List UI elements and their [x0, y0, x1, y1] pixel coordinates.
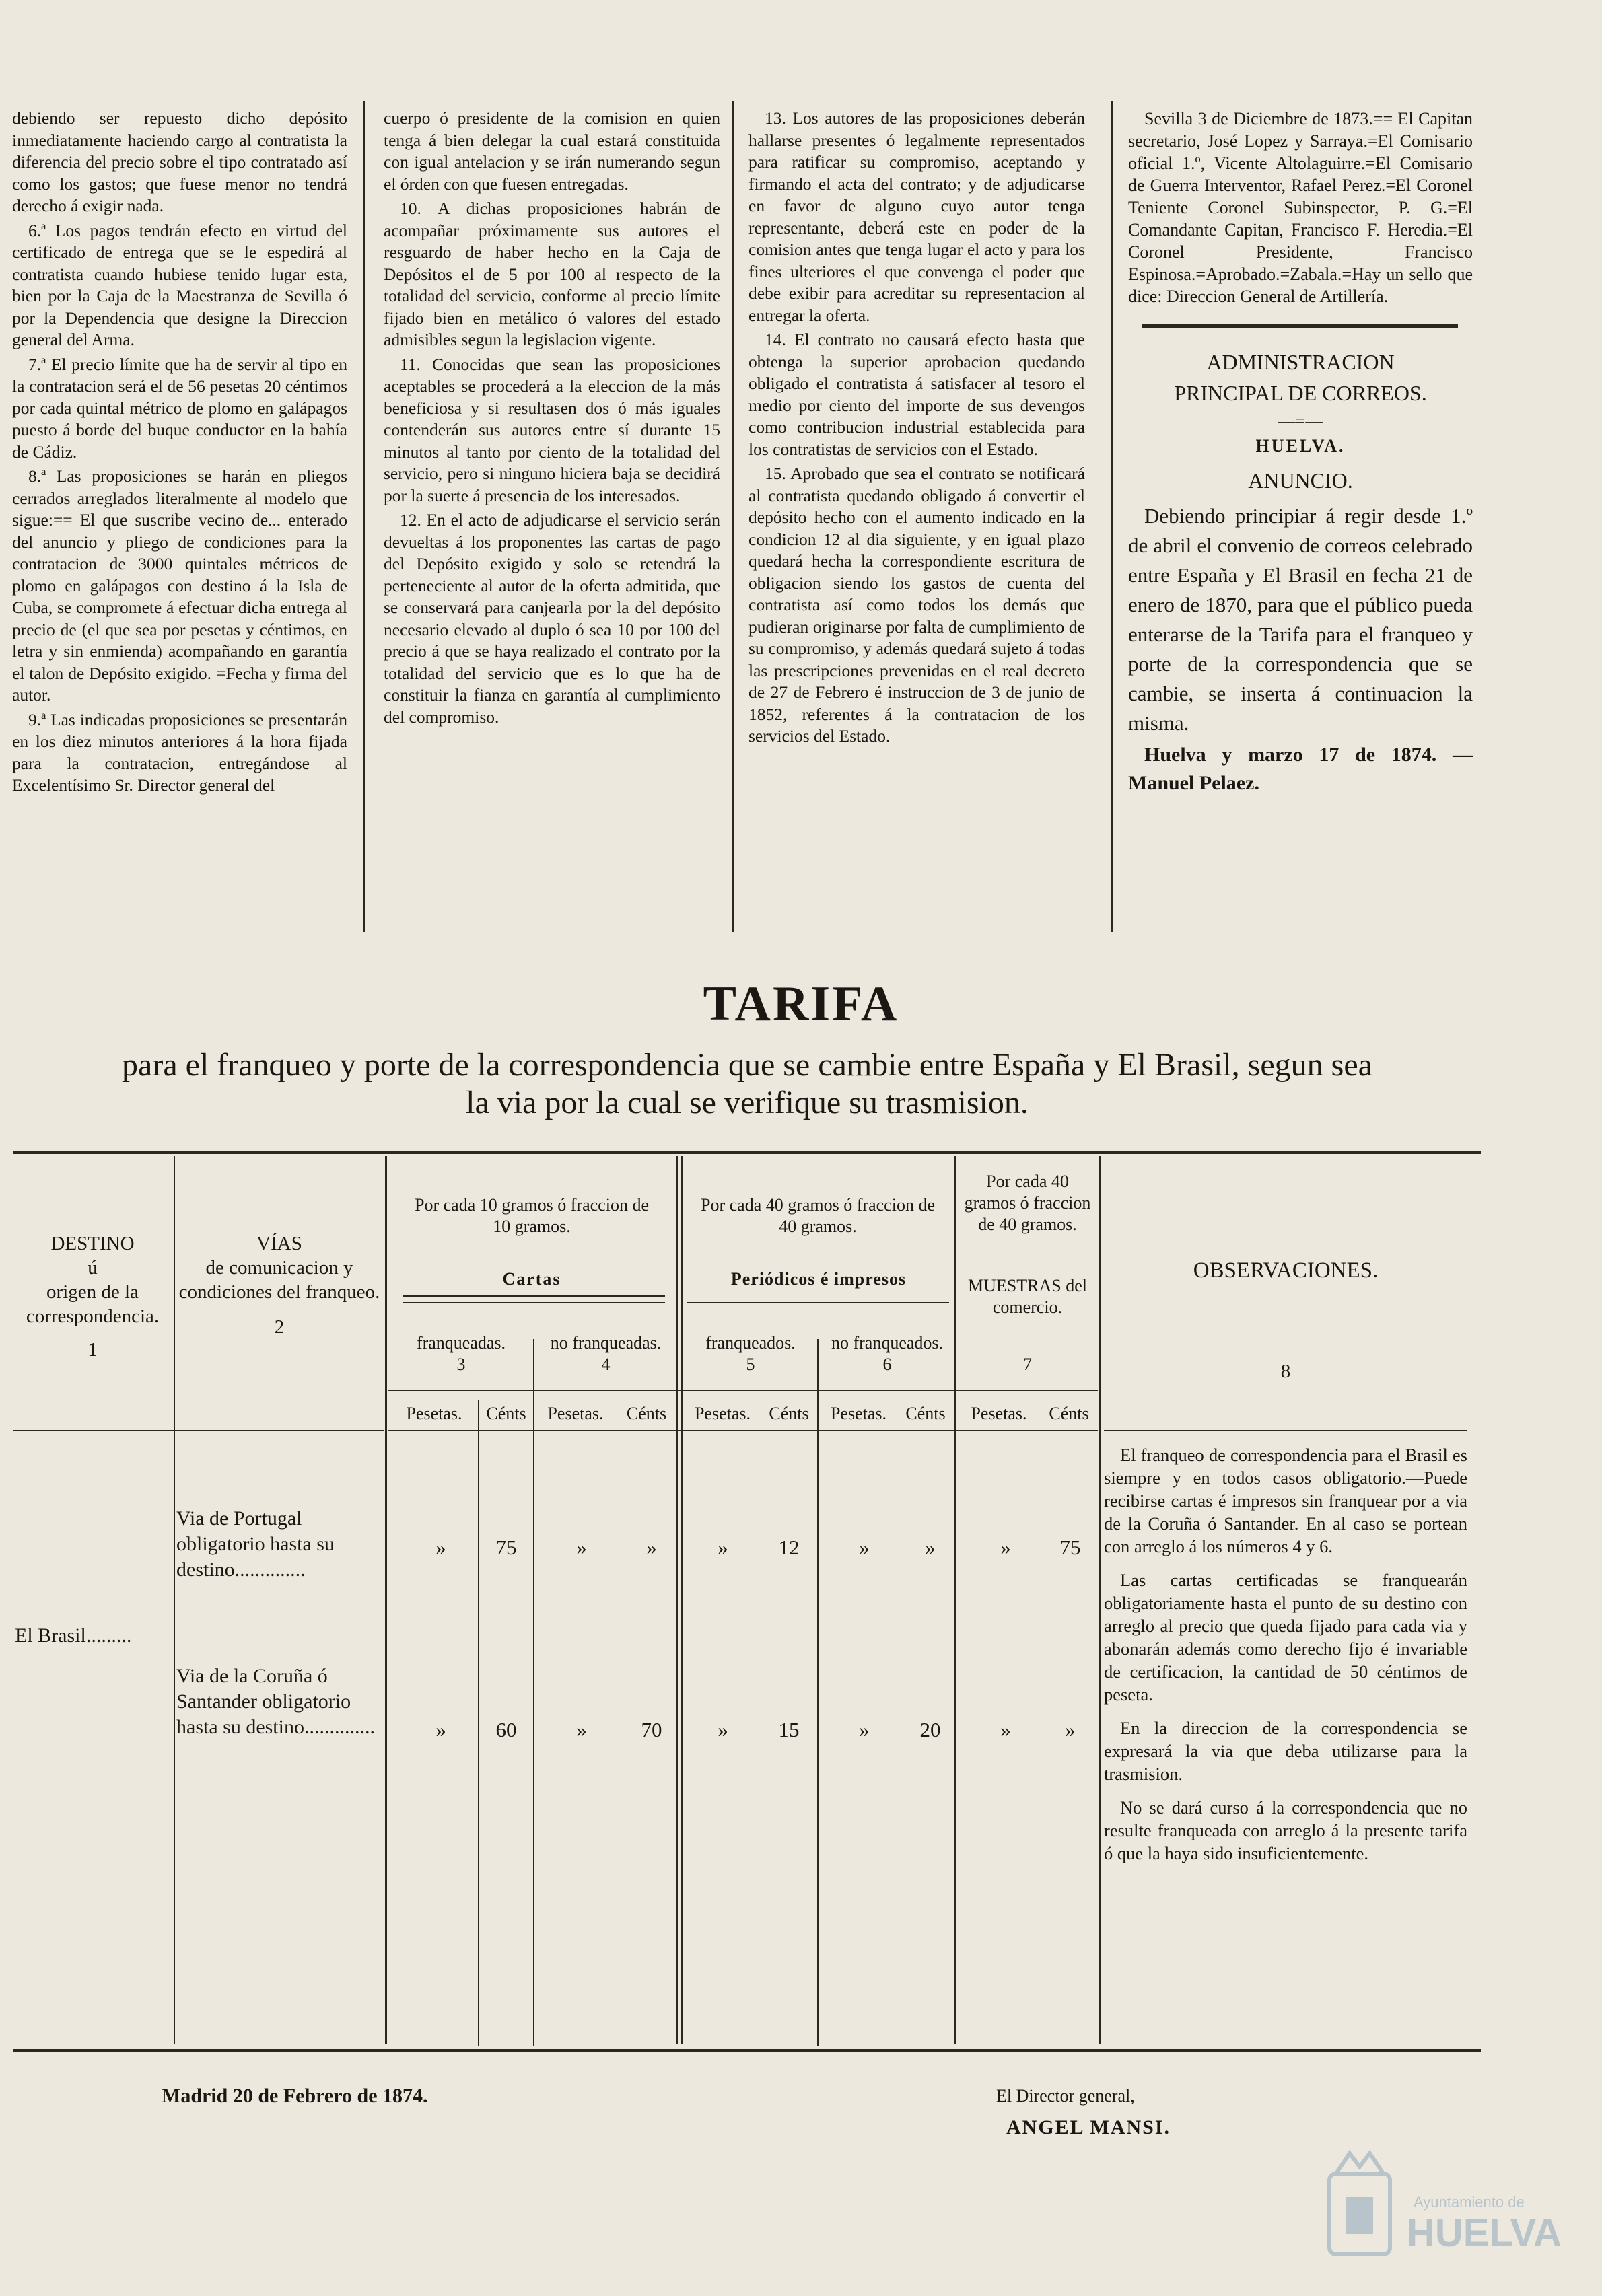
anuncio-heading: ANUNCIO.: [1248, 468, 1353, 493]
no-franqueados-label: no franqueados.: [831, 1333, 944, 1353]
column-divider: [363, 101, 365, 932]
header-destino: [13, 1231, 172, 1362]
header-vias: [176, 1231, 382, 1339]
header-rule: [403, 1302, 665, 1303]
header-observaciones: OBSERVACIONES.: [1193, 1258, 1379, 1283]
cents-header: Cénts: [905, 1404, 946, 1423]
paragraph: 7.ª El precio límite que ha de servir al tipo en la contratacion será el de 56 pesetas 20 céntimos por cada quintal métrico de plomo en galápagos puesto á borde del buque conductor en la bahía de Cádiz.: [12, 354, 347, 462]
column-number: 4: [601, 1355, 611, 1374]
destino-u: ú: [88, 1257, 98, 1279]
via-coruna: Via de la Coruña ó Santander obligatorio hasta su destino..............: [176, 1665, 375, 1738]
column-number: 1: [88, 1339, 98, 1361]
text-column-2: [384, 108, 720, 731]
table-divider: [817, 1339, 819, 2046]
header-cartas: Cartas: [502, 1269, 561, 1289]
header-rule: [388, 1390, 1098, 1391]
paragraph: debiendo ser repuesto dicho depósito inmediatamente haciendo cargo al contratista la diferencia del precio sobre el tipo contratado así como los gastos; que fuese menor no tendrá derecho á exigir nada.: [12, 108, 347, 215]
header-rule: [13, 1430, 384, 1431]
table-divider: [174, 1156, 175, 2044]
column-number: 8: [1280, 1361, 1291, 1382]
table-cell: 15: [778, 1718, 800, 1742]
header-periodicos-top: Por cada 40 gramos ó fraccion de 40 gramos.: [701, 1195, 935, 1236]
cents-header: Cénts: [1049, 1404, 1089, 1423]
table-top-rule: [13, 1151, 1481, 1154]
header-rule: [1104, 1430, 1467, 1431]
dash-separator: —=—: [1278, 411, 1323, 431]
cents-header: Cénts: [486, 1404, 526, 1423]
header-no-franqueadas: [535, 1332, 676, 1375]
table-divider: [954, 1156, 956, 2044]
tarifa-title: TARIFA: [703, 976, 899, 1032]
destino-cell: El Brasil.........: [15, 1624, 132, 1647]
table-cell: »: [436, 1718, 446, 1742]
watermark-small: Ayuntamiento de: [1414, 2194, 1525, 2211]
table-divider: [533, 1339, 534, 2046]
vias-label: VÍAS: [256, 1233, 302, 1254]
paragraph: No se dará curso á la correspondencia que no resulte franqueada con arreglo á la presente tarifa ó que la haya sido insuficientemente.: [1104, 1797, 1467, 1863]
franqueadas-label: franqueadas.: [416, 1333, 506, 1353]
table-cell: »: [646, 1536, 657, 1559]
header-franqueadas: [390, 1332, 532, 1375]
table-divider: [478, 1400, 479, 2046]
paragraph: 11. Conocidas que sean las proposiciones aceptables se procederá a la eleccion de la más beneficiosa y si resultasen dos ó más iguales contenderán sus autores entre sí durante 15 minutos al tanto por ciento de la totalidad del servicio, pero si ninguno hiciera baja se decidirá por la suerte á presencia de los interesados.: [384, 354, 720, 505]
tarifa-subtitle: [13, 1046, 1481, 1122]
table-bottom-rule: [13, 2049, 1481, 2052]
place-date: Madrid 20 de Febrero de 1874.: [162, 2085, 428, 2107]
director-label: El Director general,: [996, 2086, 1135, 2106]
table-divider: [385, 1156, 387, 2044]
anuncio-text: Debiendo principiar á regir desde 1.º de abril el convenio de correos celebrado entre España y El Brasil en fecha 21 de enero de 1870, para que el público pueda enterarse de la Tarifa para el franqueo y porte de la correspondencia que se cambie, se inserta á continuacion la misma.: [1128, 504, 1473, 735]
admin-title-2: PRINCIPAL DE CORREOS.: [1174, 381, 1427, 405]
section-rule: [1142, 324, 1458, 328]
table-cell: 75: [1059, 1536, 1081, 1559]
paragraph: 9.ª Las indicadas proposiciones se presentarán en los diez minutos anteriores á la hora fijada para la contratacion, entregándose al Excelentísimo Sr. Director general del: [12, 709, 347, 795]
table-divider: [1099, 1156, 1101, 2044]
column-number: 2: [274, 1316, 285, 1338]
header-rule: [388, 1430, 1098, 1431]
watermark-text: HUELVA: [1407, 2211, 1562, 2255]
header-muestras: MUESTRAS del comercio.: [968, 1276, 1087, 1317]
pesetas-header: Pesetas.: [830, 1404, 887, 1423]
paragraph: En la direccion de la correspondencia se expresará la via que deba utilizarse para la trasmision.: [1104, 1718, 1467, 1784]
table-cell: »: [576, 1536, 587, 1559]
franqueados-label: franqueados.: [705, 1333, 796, 1353]
destino-label: DESTINO: [50, 1233, 135, 1254]
table-cell: 75: [495, 1536, 517, 1559]
table-divider: [676, 1156, 678, 2044]
header-rule: [687, 1302, 949, 1303]
crest-icon: [1319, 2147, 1400, 2261]
pesetas-header: Pesetas.: [406, 1404, 462, 1423]
column-number: 7: [1023, 1355, 1032, 1374]
paragraph: 14. El contrato no causará efecto hasta que obtenga la superior aprobacion quedando obligado el contratista á satisfacer al tesoro el medio por ciento del importe de sus devengos como contribucion industrial establecida para los contratistas de servicios con el Estado.: [748, 330, 1085, 459]
paragraph: 12. En el acto de adjudicarse el servicio serán devueltas á los proponentes las cartas de pago del Depósito exigido y solo se retendrá la perteneciente al autor de la oferta admitida, que se conservará para canjearla por la del depósito necesario elevado al duplo ó sea 10 por 100 del precio á que se haya realizado el contrato por la totalidad del servicio que es lo que ha de constituir la fianza en garantía al cumplimiento del compromiso.: [384, 510, 720, 727]
paragraph: 8.ª Las proposiciones se harán en pliegos cerrados arreglados literalmente al modelo que sigue:== El que suscribe vecino de... enterado del anuncio y pliego de condiciones para la contratacion de 3000 quintales métricos de plomo en galápagos con destino á la Isla de Cuba, se compromete á efectuar dicha entrega al precio de (el que sea por pesetas y céntimos, en letra y sin enmienda) acompañando en garantía el talon de Depósito exigido. =Fecha y firma del autor.: [12, 466, 347, 705]
header-no-franqueados: [820, 1332, 954, 1375]
table-cell: »: [1065, 1718, 1076, 1742]
table-cell: »: [859, 1718, 870, 1742]
text-column-3: [748, 108, 1085, 750]
table-cell: »: [925, 1536, 936, 1559]
table-cell: »: [718, 1536, 728, 1559]
paragraph: Las cartas certificadas se franquearán obligatoriamente hasta el punto de su destino con arreglo al precio que queda fijado para cada via y abonarán además como derecho fijo é invariable de certificacion, la cantidad de 50 céntimos de peseta.: [1104, 1570, 1467, 1705]
header-rule: [403, 1295, 665, 1297]
director-name: ANGEL MANSI.: [1006, 2116, 1171, 2139]
tarifa-subtitle-line-1: para el franqueo y porte de la correspondencia que se cambie entre España y El Brasil, segun sea: [122, 1047, 1372, 1083]
header-periodicos: Periódicos é impresos: [730, 1269, 907, 1289]
paragraph: cuerpo ó presidente de la comision en quien tenga á bien delegar la cual estará constituida con igual antelacion y se irán numerando segun el órden con que fuesen entregadas.: [384, 108, 720, 194]
table-cell: 60: [495, 1718, 517, 1742]
table-cell: »: [576, 1718, 587, 1742]
no-franqueadas-label: no franqueadas.: [550, 1333, 662, 1353]
column-divider: [732, 101, 734, 932]
paragraph: Sevilla 3 de Diciembre de 1873.== El Capitan secretario, José Lopez y Sarraya.=El Comisario oficial 1.º, Vicente Altolaguirre.=El Comisario de Guerra Interventor, Rafael Perez.=El Coronel Teniente Coronel Subinspector, P. G.=El Comandante Capitan, Francisco F. Heredia.=El Coronel Presidente, Francisco Espinosa.=Aprobado.=Zabala.=Hay un sello que dice: Direccion General de Artillería.: [1128, 109, 1473, 306]
table-cell: »: [1000, 1718, 1011, 1742]
pesetas-header: Pesetas.: [547, 1404, 604, 1423]
anuncio-signature: Huelva y marzo 17 de 1874. —Manuel Pelaez.: [1128, 744, 1473, 794]
table-cell: »: [1000, 1536, 1011, 1559]
cents-header: Cénts: [626, 1404, 667, 1423]
admin-city: HUELVA.: [1255, 436, 1346, 456]
text-column-1: [12, 108, 347, 799]
paragraph: 13. Los autores de las proposiciones deberán hallarse presentes ó legalmente representados para ratificar su compromiso, aceptando y firmando el acta del contrato; y de adjudicarse en favor de alguno cuyo autor tenga representante, deberá este en poder de la comision antes que tenga lugar el acto y para los fines ulteriores el que convenga el poder que debe exibir para acreditar su representacion al entregar la oferta.: [748, 108, 1085, 325]
table-cell: »: [859, 1536, 870, 1559]
vias-desc: de comunicacion y condiciones del franqueo.: [178, 1257, 380, 1303]
table-divider: [681, 1156, 683, 2044]
cents-header: Cénts: [769, 1404, 809, 1423]
paragraph: 15. Aprobado que sea el contrato se notificará al contratista quedando obligado á convertir el depósito hecho con el aumento indicado en la condicion 12 al dia siguiente, y en igual plazo quedará hecha la correspondiente escritura de obligacion siendo los gastos de cuenta del contratista así como todos los demás que pudieran originarse por falta de cumplimiento de su compromiso, y además quedará sujeto á todas las prescripciones prevenidas en el real decreto de 27 de Febrero é instruccion de 3 de junio de 1852, referentes á la contratacion de los servicios del Estado.: [748, 464, 1085, 746]
pesetas-header: Pesetas.: [971, 1404, 1027, 1423]
header-franqueados: [683, 1332, 818, 1375]
via-portugal: Via de Portugal obligatorio hasta su destino..............: [176, 1507, 335, 1581]
column-number: 6: [882, 1355, 892, 1374]
admin-title: ADMINISTRACION: [1206, 350, 1395, 374]
header-muestras-top: Por cada 40 gramos ó fraccion de 40 gramos.: [964, 1172, 1091, 1234]
table-cell: »: [718, 1718, 728, 1742]
observaciones-text: [1104, 1443, 1467, 1875]
paragraph: 6.ª Los pagos tendrán efecto en virtud del certificado de entrega que se le espedirá al contratista cuando hubiese tenido lugar esta, bien por la Caja de la Maestranza de Sevilla ó por la Dependencia que designe la Direccion general del Arma.: [12, 220, 347, 349]
tarifa-subtitle-line-2: la via por la cual se verifique su trasmision.: [466, 1085, 1029, 1120]
watermark-logo: [1319, 2147, 1575, 2281]
pesetas-header: Pesetas.: [694, 1404, 751, 1423]
paragraph: 10. A dichas proposiciones habrán de acompañar próximamente sus autores el resguardo de haber hecho en la Caja de Depósitos el de 5 por 100 al respecto de la totalidad del servicio, conforme al precio límite fijado bien en metálico ó valores del estado admisibles segun la legislacion vigente.: [384, 199, 720, 349]
column-number: 5: [746, 1355, 755, 1374]
table-cell: »: [436, 1536, 446, 1559]
table-cell: 20: [919, 1718, 941, 1742]
text-column-4: [1128, 108, 1473, 800]
destino-origen: origen de la correspondencia.: [26, 1281, 160, 1327]
paragraph: El franqueo de correspondencia para el Brasil es siempre y en todos casos obligatorio.—Puede recibirse cartas é impresos sin franquear por a via de la Coruña ó Santander. En al caso se portean con arreglo á los números 4 y 6.: [1104, 1445, 1467, 1556]
column-divider: [1111, 101, 1113, 932]
header-cartas-top: Por cada 10 gramos ó fraccion de 10 gramos.: [415, 1195, 649, 1236]
column-number: 3: [456, 1355, 466, 1374]
table-cell: 12: [778, 1536, 800, 1559]
table-cell: 70: [641, 1718, 662, 1742]
